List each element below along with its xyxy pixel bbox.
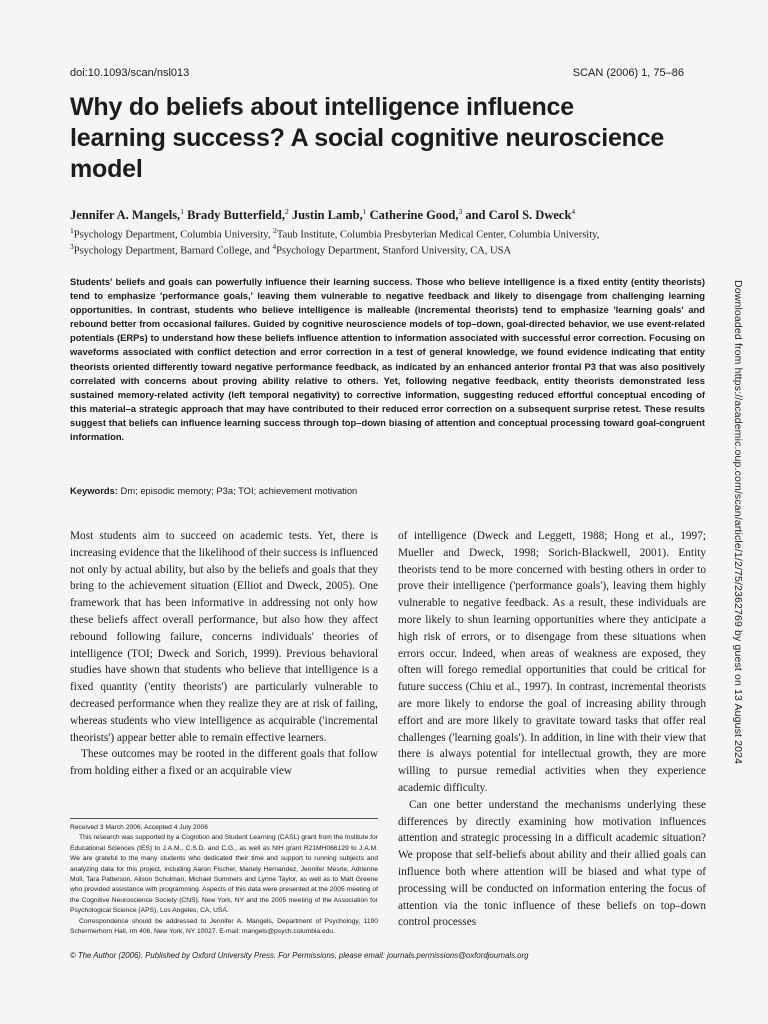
doi-text: doi:10.1093/scan/nsl013 bbox=[70, 67, 190, 79]
author-affiliation-mark: 3 bbox=[458, 207, 463, 216]
body-column-left bbox=[70, 528, 378, 780]
affiliation-text: Taub Institute, Columbia Presbyterian Medical Center, Columbia University, bbox=[276, 229, 600, 241]
correspondence: Correspondence should be addressed to Jennifer A. Mangels, Department of Psychology, 1190 Schermerhorn Hall, rm 406, New York, NY 10027. E-mail: mangels@psych.columbia.edu. bbox=[70, 917, 378, 936]
author-name: Justin Lamb, bbox=[291, 208, 363, 223]
keywords-value: Dm; episodic memory; P3a; TOI; achievement motivation bbox=[117, 485, 358, 496]
keywords bbox=[70, 485, 357, 496]
affiliation-mark: 4 bbox=[272, 242, 277, 251]
body-paragraph: These outcomes may be rooted in the different goals that follow from holding either a fixed or an acquirable view bbox=[70, 748, 378, 778]
body-paragraph: Most students aim to succeed on academic tests. Yet, there is increasing evidence that the likelihood of their success is influenced not only by actual ability, but also by the beliefs and goals that they bring to the achievement situation (Elliot and Dweck, 2005). One framework that has been informative in addressing not only how these beliefs affect overall performance, but also how they affect rebound following failure, concerns individuals' theories of intelligence (TOI; Dweck and Sorich, 1999). Previous behavioral studies have shown that students who believe that intelligence is a fixed quantity ('entity theorists') are particularly vulnerable to decreased performance when they realize they are at risk of failing, whereas students who view intelligence as acquirable ('incremental theorists') appear better able to remain effective learners. bbox=[70, 530, 378, 744]
author-affiliation-mark: 4 bbox=[571, 207, 576, 216]
journal-reference: SCAN (2006) 1, 75–86 bbox=[572, 67, 684, 79]
affiliation-line bbox=[70, 242, 511, 257]
author-affiliation-mark: 1 bbox=[362, 207, 367, 216]
affiliation-line bbox=[70, 226, 599, 241]
copyright-notice: © The Author (2006). Published by Oxford University Press. For Permissions, please email: journals.permissions@oxfordjournals.org bbox=[70, 951, 529, 960]
affiliation-text: Psychology Department, Columbia University, bbox=[73, 229, 274, 241]
author-name: Brady Butterfield, bbox=[187, 208, 285, 223]
author-name: Jennifer A. Mangels, bbox=[70, 208, 181, 223]
footnote bbox=[70, 823, 378, 937]
download-notice: Downloaded from https://academic.oup.com/scan/article/1/2/75/2362769 by guest on 13 August 2024 bbox=[732, 280, 744, 765]
body-paragraph: Can one better understand the mechanisms underlying these differences by directly examining how motivation influences attention and strategic processing in a difficult academic situation? We propose that self-beliefs about ability and their allied goals can influence both where attention will be biased and what type of processing will be conducted on information entering the focus of attention via the tonic influence of these beliefs on top–down control processes bbox=[398, 798, 706, 929]
author-affiliation-mark: 1 bbox=[180, 207, 184, 216]
body-paragraph: of intelligence (Dweck and Leggett, 1988; Hong et al., 1997; Mueller and Dweck, 1998; Sorich-Blackwell, 2001). Entity theorists tend to be more concerned with besting others in order to prove their intelligence ('performance goals'), leaving them highly vulnerable to negative feedback. As a result, these individuals are more likely to shun learning opportunities where they anticipate a high risk of errors, or to disengage from these situations when errors occur. Indeed, when areas of weakness are exposed, they often will forego remedial opportunities that could be critical for future success (Chiu et al., 1997). In contrast, incremental theorists are more likely to endorse the goal of increasing ability through effort and are more likely to gravitate toward tasks that offer real challenges ('learning goals'). In addition, in line with their view that there is always potential for intellectual growth, they are more willing to pursue remedial activities when they experience academic difficulty. bbox=[398, 530, 706, 794]
affiliation-mark: 1 bbox=[70, 226, 74, 235]
author-list bbox=[70, 207, 575, 223]
acknowledgments: This research was supported by a Cognition and Student Learning (CASL) grant from the Institute for Educational Sciences (IES) to J.A.M., C.S.D. and C.G., as well as NIH grant R21MH066129 to J.A.M. We are grateful to the many students who dedicated their time and support to running subjects and analyzing data for this project, including Aaron Fischer, Mariely Hernandez, Jennifer Mesrie, Adrienne Moll, Tara Patterson, Alison Schulman, Michael Summers and Lynne Taylor, as well as to Matt Greene who provided assistance with programming. Aspects of this data were presented at the 2005 meeting of the Cognitive Neuroscience Society (CNS), New York, NY and the 2005 meeting of the Association for Psychological Science (APS), Los Angeles, CA, USA. bbox=[70, 834, 378, 915]
received-dates: Received 3 March 2006; Accepted 4 July 2006 bbox=[70, 824, 208, 831]
author-name: Catherine Good, bbox=[369, 208, 459, 223]
affiliation-mark: 3 bbox=[70, 242, 74, 251]
affiliation-text: Psychology Department, Stanford University, CA, USA bbox=[276, 245, 512, 257]
affiliation-text: Psychology Department, Barnard College, and bbox=[73, 245, 273, 257]
body-column-right bbox=[398, 528, 706, 931]
abstract: Students' beliefs and goals can powerfully influence their learning success. Those who believe intelligence is a fixed entity (entity theorists) tend to emphasize 'performance goals,' leaving them vulnerable to negative feedback and likely to disengage from challenging learning opportunities. In contrast, students who believe intelligence is malleable (incremental theorists) tend to emphasize 'learning goals' and rebound better from occasional failures. Guided by cognitive neuroscience models of top–down, goal-directed behavior, we use event-related potentials (ERPs) to understand how these beliefs influence attention to information associated with successful error correction. Focusing on waveforms associated with conflict detection and error correction in a test of general knowledge, we found evidence indicating that entity theorists oriented differently toward negative performance feedback, as indicated by an enhanced anterior frontal P3 that was also positively correlated with concerns about proving ability relative to others. Yet, following negative feedback, entity theorists demonstrated less sustained memory-related activity (left temporal negativity) to corrective information, suggesting reduced effortful conceptual encoding of this material–a strategic approach that may have contributed to their reduced error correction on a subsequent surprise retest. These results suggest that beliefs can influence learning success through top–down biasing of attention and conceptual processing toward goal-congruent information. bbox=[70, 276, 705, 443]
author-affiliation-mark: 2 bbox=[284, 207, 289, 216]
footnote-divider bbox=[70, 818, 378, 819]
affiliation-mark: 2 bbox=[273, 226, 277, 235]
article-title: Why do beliefs about intelligence influence learning success? A social cognitive neuroscience model bbox=[70, 93, 665, 183]
keywords-label: Keywords: bbox=[70, 485, 118, 496]
author-name: and Carol S. Dweck bbox=[465, 208, 572, 223]
